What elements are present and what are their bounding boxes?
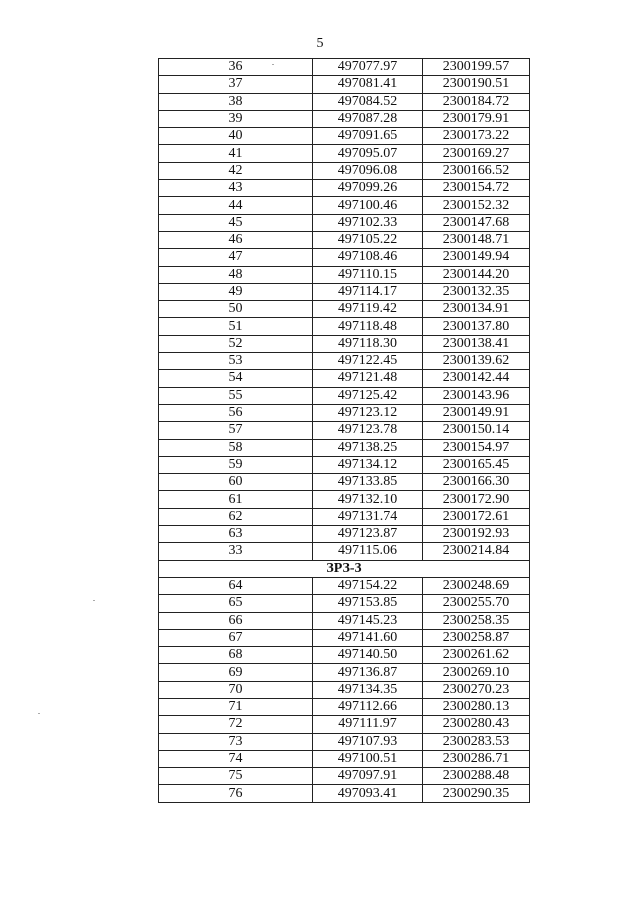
x-coordinate-cell: 497081.41	[313, 76, 423, 93]
point-number-cell: 68	[159, 647, 313, 664]
y-coordinate-cell: 2300144.20	[423, 266, 530, 283]
table-row	[159, 750, 530, 767]
table-row	[159, 785, 530, 802]
table-row	[159, 283, 530, 300]
point-number-cell: 48	[159, 266, 313, 283]
table-row	[159, 629, 530, 646]
x-coordinate-cell: 497118.30	[313, 335, 423, 352]
table-row	[159, 595, 530, 612]
point-number-cell: 72	[159, 716, 313, 733]
x-coordinate-cell: 497134.35	[313, 681, 423, 698]
x-coordinate-cell: 497154.22	[313, 577, 423, 594]
point-number-cell: 46	[159, 231, 313, 248]
point-number-cell: 54	[159, 370, 313, 387]
table-row	[159, 197, 530, 214]
x-coordinate-cell: 497095.07	[313, 145, 423, 162]
x-coordinate-cell: 497138.25	[313, 439, 423, 456]
y-coordinate-cell: 2300138.41	[423, 335, 530, 352]
x-coordinate-cell: 497119.42	[313, 301, 423, 318]
table-row	[159, 526, 530, 543]
y-coordinate-cell: 2300139.62	[423, 353, 530, 370]
point-number-cell: 69	[159, 664, 313, 681]
table-row	[159, 76, 530, 93]
table-row	[159, 110, 530, 127]
y-coordinate-cell: 2300283.53	[423, 733, 530, 750]
y-coordinate-cell: 2300165.45	[423, 456, 530, 473]
point-number-cell: 43	[159, 180, 313, 197]
x-coordinate-cell: 497123.87	[313, 526, 423, 543]
table-row	[159, 370, 530, 387]
table-row	[159, 353, 530, 370]
y-coordinate-cell: 2300199.57	[423, 59, 530, 76]
point-number-cell: 70	[159, 681, 313, 698]
y-coordinate-cell: 2300143.96	[423, 387, 530, 404]
x-coordinate-cell: 497087.28	[313, 110, 423, 127]
point-number-cell: 33	[159, 543, 313, 560]
y-coordinate-cell: 2300142.44	[423, 370, 530, 387]
x-coordinate-cell: 497123.12	[313, 404, 423, 421]
coordinates-table	[158, 58, 530, 803]
point-number-cell: 47	[159, 249, 313, 266]
y-coordinate-cell: 2300270.23	[423, 681, 530, 698]
point-number-cell: 52	[159, 335, 313, 352]
y-coordinate-cell: 2300286.71	[423, 750, 530, 767]
point-number-cell: 39	[159, 110, 313, 127]
table-row	[159, 59, 530, 76]
y-coordinate-cell: 2300154.72	[423, 180, 530, 197]
point-number-cell: 38	[159, 93, 313, 110]
point-number-cell: 73	[159, 733, 313, 750]
scan-mark	[93, 600, 95, 601]
point-number-cell: 64	[159, 577, 313, 594]
y-coordinate-cell: 2300166.30	[423, 474, 530, 491]
y-coordinate-cell: 2300172.61	[423, 508, 530, 525]
y-coordinate-cell: 2300248.69	[423, 577, 530, 594]
y-coordinate-cell: 2300184.72	[423, 93, 530, 110]
x-coordinate-cell: 497134.12	[313, 456, 423, 473]
table-row	[159, 508, 530, 525]
x-coordinate-cell: 497096.08	[313, 162, 423, 179]
x-coordinate-cell: 497097.91	[313, 768, 423, 785]
point-number-cell: 58	[159, 439, 313, 456]
section-label: ЗРЗ-3	[159, 560, 530, 577]
x-coordinate-cell: 497140.50	[313, 647, 423, 664]
table-row	[159, 698, 530, 715]
x-coordinate-cell: 497133.85	[313, 474, 423, 491]
y-coordinate-cell: 2300290.35	[423, 785, 530, 802]
x-coordinate-cell: 497112.66	[313, 698, 423, 715]
point-number-cell: 44	[159, 197, 313, 214]
table-row	[159, 128, 530, 145]
y-coordinate-cell: 2300166.52	[423, 162, 530, 179]
x-coordinate-cell: 497132.10	[313, 491, 423, 508]
point-number-cell: 71	[159, 698, 313, 715]
y-coordinate-cell: 2300169.27	[423, 145, 530, 162]
point-number-cell: 36	[159, 59, 313, 76]
table-row	[159, 404, 530, 421]
y-coordinate-cell: 2300190.51	[423, 76, 530, 93]
y-coordinate-cell: 2300172.90	[423, 491, 530, 508]
point-number-cell: 59	[159, 456, 313, 473]
point-number-cell: 53	[159, 353, 313, 370]
x-coordinate-cell: 497107.93	[313, 733, 423, 750]
x-coordinate-cell: 497131.74	[313, 508, 423, 525]
point-number-cell: 49	[159, 283, 313, 300]
point-number-cell: 41	[159, 145, 313, 162]
point-number-cell: 61	[159, 491, 313, 508]
y-coordinate-cell: 2300152.32	[423, 197, 530, 214]
table-row	[159, 543, 530, 560]
point-number-cell: 57	[159, 422, 313, 439]
x-coordinate-cell: 497077.97	[313, 59, 423, 76]
point-number-cell: 66	[159, 612, 313, 629]
x-coordinate-cell: 497100.51	[313, 750, 423, 767]
x-coordinate-cell: 497122.45	[313, 353, 423, 370]
table-row	[159, 456, 530, 473]
table-row	[159, 612, 530, 629]
y-coordinate-cell: 2300150.14	[423, 422, 530, 439]
point-number-cell: 42	[159, 162, 313, 179]
x-coordinate-cell: 497136.87	[313, 664, 423, 681]
y-coordinate-cell: 2300154.97	[423, 439, 530, 456]
x-coordinate-cell: 497110.15	[313, 266, 423, 283]
y-coordinate-cell: 2300192.93	[423, 526, 530, 543]
y-coordinate-cell: 2300148.71	[423, 231, 530, 248]
point-number-cell: 60	[159, 474, 313, 491]
point-number-cell: 67	[159, 629, 313, 646]
table-row	[159, 768, 530, 785]
y-coordinate-cell: 2300258.35	[423, 612, 530, 629]
point-number-cell: 56	[159, 404, 313, 421]
table-row	[159, 231, 530, 248]
y-coordinate-cell: 2300134.91	[423, 301, 530, 318]
y-coordinate-cell: 2300149.94	[423, 249, 530, 266]
table-row	[159, 162, 530, 179]
y-coordinate-cell: 2300258.87	[423, 629, 530, 646]
point-number-cell: 50	[159, 301, 313, 318]
table-row	[159, 145, 530, 162]
x-coordinate-cell: 497100.46	[313, 197, 423, 214]
x-coordinate-cell: 497141.60	[313, 629, 423, 646]
x-coordinate-cell: 497105.22	[313, 231, 423, 248]
table-row	[159, 647, 530, 664]
y-coordinate-cell: 2300132.35	[423, 283, 530, 300]
x-coordinate-cell: 497084.52	[313, 93, 423, 110]
table-row	[159, 491, 530, 508]
y-coordinate-cell: 2300137.80	[423, 318, 530, 335]
table-row	[159, 318, 530, 335]
x-coordinate-cell: 497111.97	[313, 716, 423, 733]
x-coordinate-cell: 497115.06	[313, 543, 423, 560]
x-coordinate-cell: 497091.65	[313, 128, 423, 145]
y-coordinate-cell: 2300280.13	[423, 698, 530, 715]
point-number-cell: 76	[159, 785, 313, 802]
point-number-cell: 74	[159, 750, 313, 767]
table-row	[159, 335, 530, 352]
table-row	[159, 180, 530, 197]
x-coordinate-cell: 497125.42	[313, 387, 423, 404]
y-coordinate-cell: 2300288.48	[423, 768, 530, 785]
point-number-cell: 75	[159, 768, 313, 785]
scan-mark	[38, 713, 40, 714]
table-row	[159, 249, 530, 266]
x-coordinate-cell: 497108.46	[313, 249, 423, 266]
x-coordinate-cell: 497145.23	[313, 612, 423, 629]
table-row	[159, 301, 530, 318]
table-row	[159, 733, 530, 750]
y-coordinate-cell: 2300255.70	[423, 595, 530, 612]
table-row	[159, 664, 530, 681]
point-number-cell: 51	[159, 318, 313, 335]
point-number-cell: 62	[159, 508, 313, 525]
table-row	[159, 422, 530, 439]
table-row	[159, 439, 530, 456]
y-coordinate-cell: 2300269.10	[423, 664, 530, 681]
y-coordinate-cell: 2300214.84	[423, 543, 530, 560]
x-coordinate-cell: 497121.48	[313, 370, 423, 387]
x-coordinate-cell: 497153.85	[313, 595, 423, 612]
point-number-cell: 45	[159, 214, 313, 231]
x-coordinate-cell: 497099.26	[313, 180, 423, 197]
coordinates-table-body	[159, 59, 530, 803]
point-number-cell: 55	[159, 387, 313, 404]
point-number-cell: 37	[159, 76, 313, 93]
x-coordinate-cell: 497102.33	[313, 214, 423, 231]
x-coordinate-cell: 497114.17	[313, 283, 423, 300]
table-row	[159, 266, 530, 283]
table-row	[159, 716, 530, 733]
table-row	[159, 577, 530, 594]
scan-mark	[272, 64, 274, 65]
table-row	[159, 214, 530, 231]
page-number: 5	[316, 36, 324, 51]
y-coordinate-cell: 2300147.68	[423, 214, 530, 231]
table-row	[159, 474, 530, 491]
point-number-cell: 63	[159, 526, 313, 543]
y-coordinate-cell: 2300179.91	[423, 110, 530, 127]
y-coordinate-cell: 2300280.43	[423, 716, 530, 733]
point-number-cell: 65	[159, 595, 313, 612]
table-row	[159, 387, 530, 404]
x-coordinate-cell: 497093.41	[313, 785, 423, 802]
x-coordinate-cell: 497118.48	[313, 318, 423, 335]
y-coordinate-cell: 2300261.62	[423, 647, 530, 664]
y-coordinate-cell: 2300173.22	[423, 128, 530, 145]
table-row	[159, 93, 530, 110]
x-coordinate-cell: 497123.78	[313, 422, 423, 439]
y-coordinate-cell: 2300149.91	[423, 404, 530, 421]
section-header-row	[159, 560, 530, 577]
point-number-cell: 40	[159, 128, 313, 145]
table-row	[159, 681, 530, 698]
